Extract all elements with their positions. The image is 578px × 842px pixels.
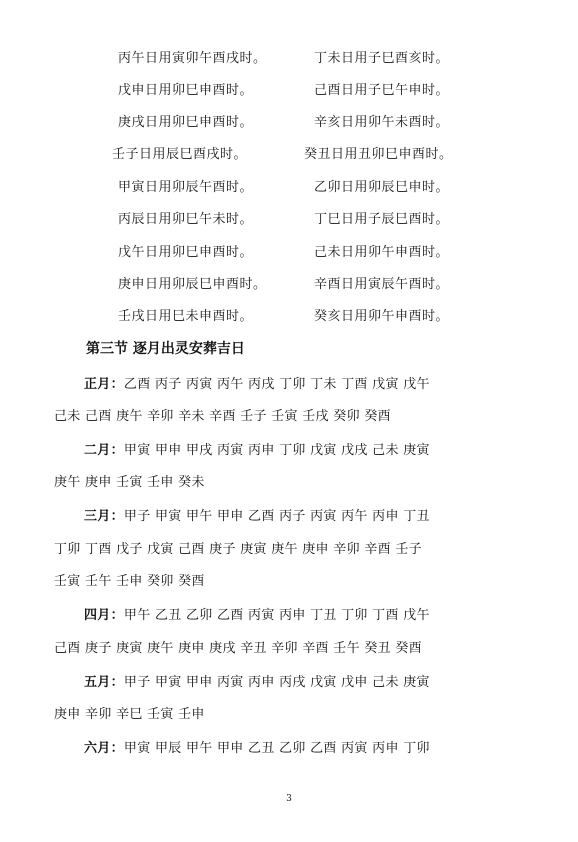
month-days-text: 庚午 庚申 壬寅 壬申 癸未 xyxy=(54,475,205,490)
pair-left-text: 戊申日用卯巳申酉时。 xyxy=(118,83,254,98)
pair-left-text: 壬子日用辰巳酉戌时。 xyxy=(112,147,248,162)
section-heading: 第三节 逐月出灵安葬吉日 xyxy=(86,341,245,357)
month-label: 二月： xyxy=(84,443,124,458)
month-label: 六月： xyxy=(84,741,124,756)
month-continuation-line xyxy=(54,538,422,557)
pair-left-text: 庚戌日用卯巳申酉时。 xyxy=(118,115,254,130)
month-label: 三月： xyxy=(84,509,124,524)
page-number: 3 xyxy=(286,794,292,804)
pair-left-text: 戊午日用卯巳申酉时。 xyxy=(118,245,254,260)
month-first-line xyxy=(84,439,430,458)
month-first-line xyxy=(84,373,430,392)
month-days-text: 庚申 辛卯 辛巳 壬寅 壬申 xyxy=(54,707,205,722)
month-first-line xyxy=(84,737,430,756)
pair-right-text: 辛酉日用寅辰午酉时。 xyxy=(314,277,450,292)
pair-right-text: 癸丑日用丑卯巳申酉时。 xyxy=(304,147,453,162)
pair-left-text: 丙午日用寅卯午酉戌时。 xyxy=(118,51,267,66)
month-label: 正月： xyxy=(84,377,124,392)
month-days-text: 甲子 甲寅 甲午 甲申 乙酉 丙子 丙寅 丙午 丙申 丁丑 xyxy=(123,509,430,524)
pair-left-text: 庚申日用卯辰巳申酉时。 xyxy=(118,277,267,292)
month-days-text: 己酉 庚子 庚寅 庚午 庚申 庚戌 辛丑 辛卯 辛酉 壬午 癸丑 癸酉 xyxy=(54,641,422,656)
month-days-text: 甲子 甲寅 甲申 丙寅 丙申 丙戌 戊寅 戊申 己未 庚寅 xyxy=(123,675,430,690)
pair-left-text: 壬戌日用巳未申酉时。 xyxy=(118,309,254,324)
pair-left-text: 丙辰日用卯巳午未时。 xyxy=(118,212,254,227)
pair-right-text: 辛亥日用卯午未酉时。 xyxy=(314,115,450,130)
month-first-line xyxy=(84,604,430,623)
month-label: 四月： xyxy=(84,608,124,623)
month-days-text: 丁卯 丁酉 戊子 戊寅 己酉 庚子 庚寅 庚午 庚申 辛卯 辛酉 壬子 xyxy=(54,542,422,557)
pair-right-text: 丁未日用子巳酉亥时。 xyxy=(314,51,450,66)
month-continuation-line xyxy=(54,471,205,490)
month-continuation-line xyxy=(54,637,422,656)
month-days-text: 甲寅 甲辰 甲午 甲申 乙丑 乙卯 乙酉 丙寅 丙申 丁卯 xyxy=(123,741,430,756)
month-first-line xyxy=(84,505,430,524)
month-days-text: 壬寅 壬午 壬申 癸卯 癸酉 xyxy=(54,574,205,589)
pair-right-text: 己未日用卯午申酉时。 xyxy=(314,245,450,260)
pair-right-text: 己酉日用子巳午申时。 xyxy=(314,83,450,98)
pair-right-text: 乙卯日用卯辰巳申时。 xyxy=(314,180,450,195)
pair-right-text: 癸亥日用卯午申酉时。 xyxy=(314,309,450,324)
month-days-text: 己未 己酉 庚午 辛卯 辛未 辛酉 壬子 壬寅 壬戌 癸卯 癸酉 xyxy=(54,409,391,424)
month-days-text: 甲午 乙丑 乙卯 乙酉 丙寅 丙申 丁丑 丁卯 丁酉 戊午 xyxy=(123,608,430,623)
month-continuation-line xyxy=(54,570,205,589)
month-days-text: 乙酉 丙子 丙寅 丙午 丙戌 丁卯 丁未 丁酉 戊寅 戊午 xyxy=(123,377,430,392)
month-continuation-line xyxy=(54,405,391,424)
month-days-text: 甲寅 甲申 甲戌 丙寅 丙申 丁卯 戊寅 戊戌 己未 庚寅 xyxy=(123,443,430,458)
month-label: 五月： xyxy=(84,675,124,690)
month-continuation-line xyxy=(54,703,205,722)
month-first-line xyxy=(84,671,430,690)
pair-right-text: 丁巳日用子辰巳酉时。 xyxy=(314,212,450,227)
pair-left-text: 甲寅日用卯辰午酉时。 xyxy=(118,180,254,195)
